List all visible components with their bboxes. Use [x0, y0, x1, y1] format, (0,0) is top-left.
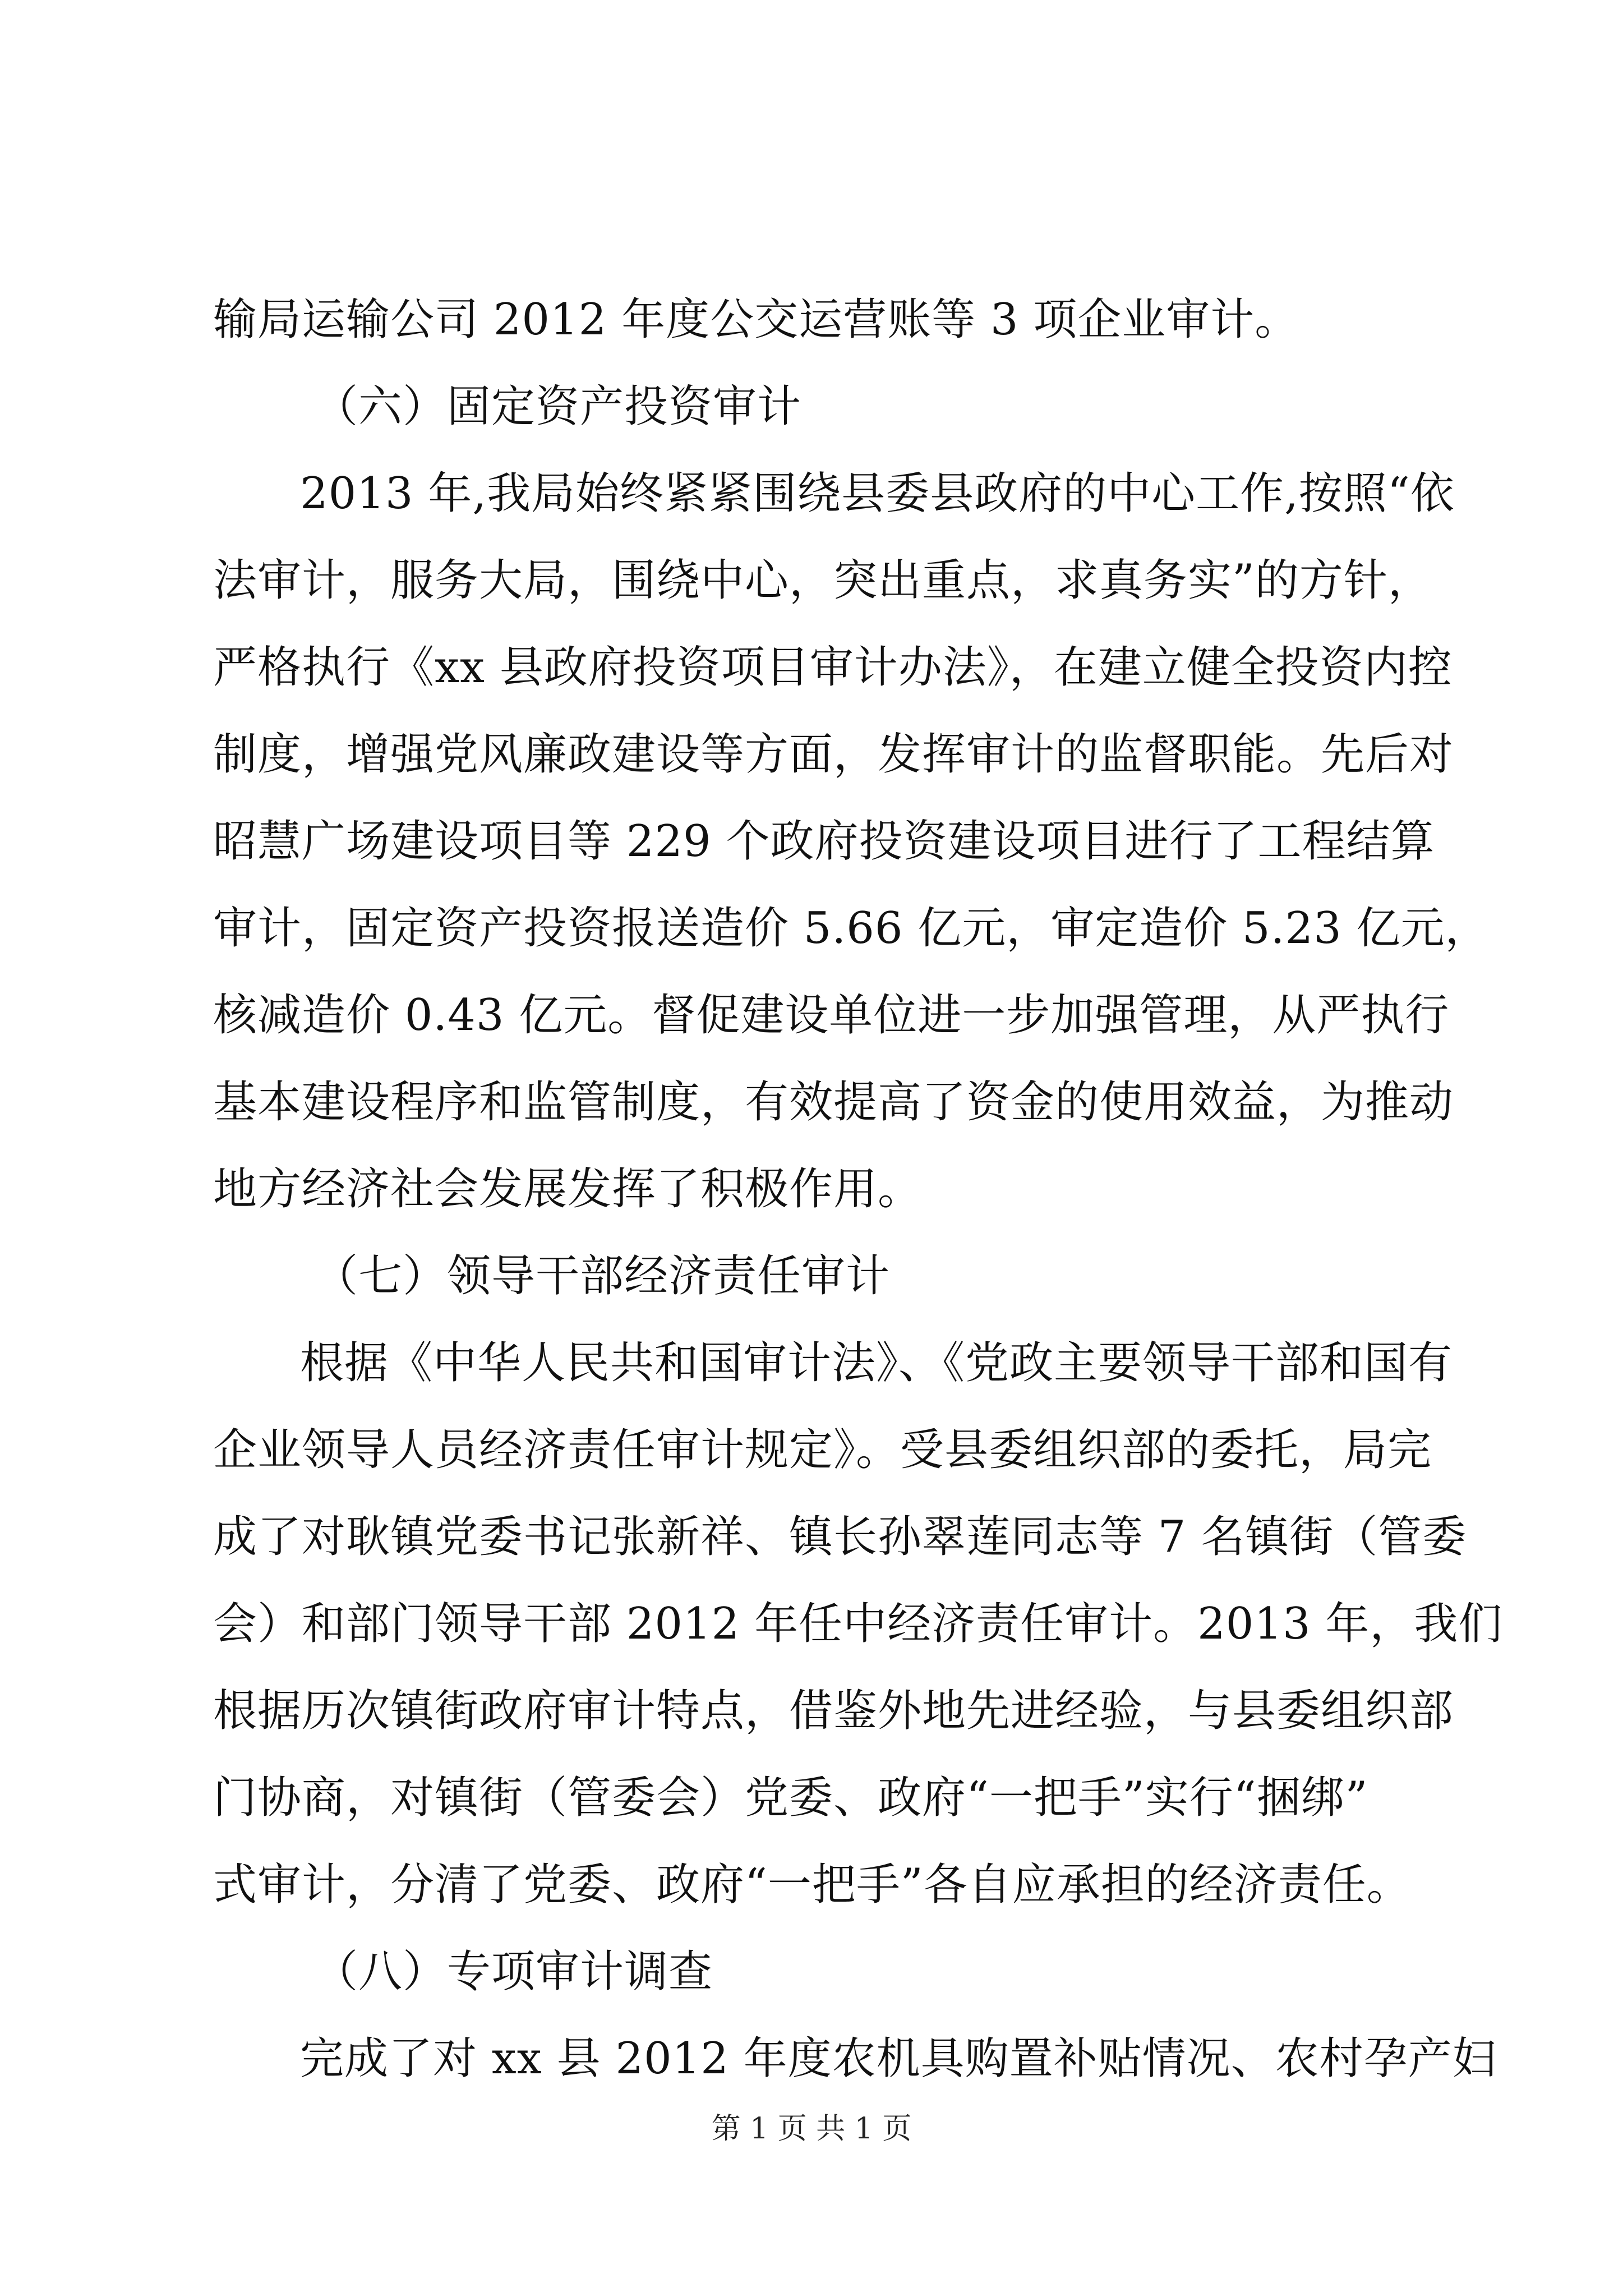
body-text-line: 会）和部门领导干部 2012 年任中经济责任审计。2013 年，我们 [213, 1599, 1503, 1649]
page-footer: 第 1 页 共 1 页 [711, 2112, 912, 2146]
body-text-line: 式审计，分清了党委、政府“一把手”各自应承担的经济责任。 [213, 1860, 1411, 1910]
body-text-line: 门协商，对镇街（管委会）党委、政府“一把手”实行“捆绑” [213, 1773, 1368, 1823]
body-text-line: 法审计，服务大局，围绕中心，突出重点，求真务实”的方针， [213, 555, 1432, 606]
paragraph-start-line: 完成了对 xx 县 2012 年度农机具购置补贴情况、农村孕产妇 [300, 2033, 1497, 2084]
body-text-line: 昭慧广场建设项目等 229 个政府投资建设项目进行了工程结算 [213, 816, 1435, 867]
body-text-line: 制度，增强党风廉政建设等方面，发挥审计的监督职能。先后对 [213, 729, 1454, 780]
body-text-line: 基本建设程序和监管制度，有效提高了资金的使用效益，为推动 [213, 1077, 1454, 1128]
section-heading-8: （八）专项审计调查 [314, 1947, 713, 1997]
body-text-line: 严格执行《xx 县政府投资项目审计办法》，在建立健全投资内控 [213, 642, 1453, 693]
body-text-line: 核减造价 0.43 亿元。督促建设单位进一步加强管理，从严执行 [213, 990, 1450, 1041]
section-heading-7: （七）领导干部经济责任审计 [314, 1251, 891, 1301]
body-text-line: 地方经济社会发展发挥了积极作用。 [213, 1164, 923, 1214]
body-text-line: 企业领导人员经济责任审计规定》。受县委组织部的委托，局完 [213, 1425, 1432, 1475]
body-text-line: 输局运输公司 2012 年度公交运营账等 3 项企业审计。 [213, 295, 1299, 345]
body-text-line: 审计，固定资产投资报送造价 5.66 亿元，审定造价 5.23 亿元， [213, 903, 1490, 954]
paragraph-start-line: 根据《中华人民共和国审计法》、《党政主要领导干部和国有 [300, 1338, 1453, 1388]
section-heading-6: （六）固定资产投资审计 [314, 381, 802, 432]
body-text-line: 成了对耿镇党委书记张新祥、镇长孙翠莲同志等 7 名镇街（管委 [213, 1512, 1467, 1562]
paragraph-start-line: 2013 年,我局始终紧紧围绕县委县政府的中心工作,按照“依 [300, 468, 1455, 519]
body-text-line: 根据历次镇街政府审计特点，借鉴外地先进经验，与县委组织部 [213, 1686, 1454, 1736]
